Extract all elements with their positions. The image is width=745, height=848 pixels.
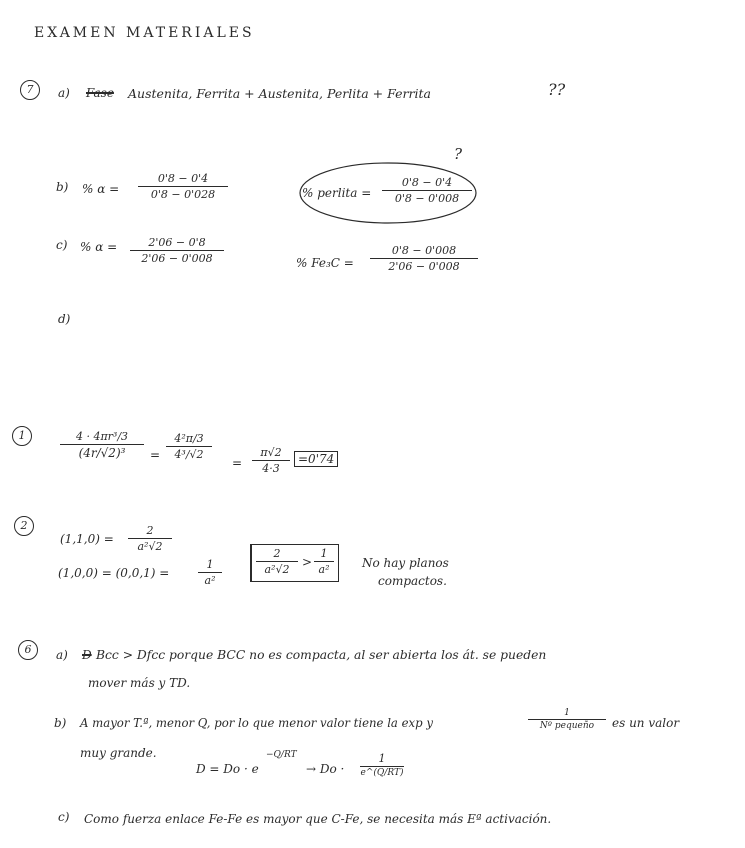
q1-frac3-den: 4·3 [262,462,280,475]
question-1-number: 1 [12,426,32,446]
q1-frac3-num: π√2 [252,446,290,461]
q7-a-mark: ?? [548,80,566,99]
q2-line2-num: 1 [198,558,222,573]
q2-line2-fraction [198,558,222,587]
q6-b-formula-num: 1 [360,752,404,767]
q7-b-perlita-den: 0'8 − 0'008 [394,192,460,205]
q7-c-fe3c-label: % Fe₃C = [296,256,354,270]
q1-result: =0'74 [294,451,338,467]
q1-eq-2: = [232,456,243,470]
q7-a-label: a) [58,86,70,100]
q7-a-struck: Fase [86,86,114,100]
q1-fraction-2 [166,432,212,461]
q6-a-line2: mover más y TD. [88,676,191,690]
q6-c-text: Como fuerza enlace Fe-Fe es mayor que C-Fe, se necesita más Eª activación. [84,812,552,826]
q7-d-label: d) [58,312,71,326]
q2-comparison-box [250,544,339,582]
q7-c-fe3c-num: 0'8 − 0'008 [370,244,478,259]
q7-c-alpha-fraction [130,236,224,265]
q6-a-label: a) [56,648,68,662]
q2-note-line2: compactos. [378,574,447,588]
q7-b-alpha-fraction [138,172,228,201]
q7-b-alpha-den: 0'8 − 0'028 [150,188,216,201]
q6-a-line1: Bcc > Dfcc porque BCC no es compacta, al ser abierta los át. se pueden [96,648,547,662]
q1-fraction-1 [60,430,144,460]
q1-frac2-num: 4²π/3 [166,432,212,447]
q7-c-fe3c-fraction [370,244,478,273]
q2-line1-num: 2 [128,524,172,539]
q2-box-left-num: 2 [256,547,298,562]
q1-frac1-num: 4 · 4πr³/3 [60,430,144,445]
q7-c-alpha-num: 2'06 − 0'8 [130,236,224,251]
q7-c-label: c) [56,238,68,252]
question-6-number: 6 [18,640,38,660]
q7-b-alpha-label: % α = [82,182,120,196]
q2-box-left-fraction [256,547,298,576]
q7-b-perlita-fraction [382,176,472,205]
q2-box-left-den: a²√2 [264,563,290,576]
q6-b-formula-fraction [360,752,404,778]
q6-b-line2: muy grande. [80,746,157,760]
q7-b-perlita-num: 0'8 − 0'4 [382,176,472,191]
q2-line2-left: (1,0,0) = (0,0,1) = [58,566,170,580]
q6-b-exponent: −Q/RT [266,750,297,760]
q7-c-fe3c-den: 2'06 − 0'008 [388,260,460,273]
q6-b-frac-num: 1 [528,708,606,720]
q7-c-alpha-den: 2'06 − 0'008 [141,252,213,265]
q6-b-small-fraction [528,708,606,731]
q2-line2-den: a² [204,574,216,587]
q1-eq-1: = [150,448,161,462]
q2-box-right-num: 1 [314,547,334,562]
question-7-number: 7 [20,80,40,100]
page-title: EXAMEN MATERIALES [34,25,255,41]
q2-line1-left: (1,1,0) = [60,532,114,546]
q7-b-perlita-label: % perlita = [302,186,372,200]
q6-b-line1: A mayor T.ª, menor Q, por lo que menor valor tiene la exp y [80,716,433,730]
q1-fraction-3 [252,446,290,475]
q1-frac1-den: (4r/√2)³ [78,446,126,460]
q2-line1-den: a²√2 [137,540,163,553]
q6-c-label: c) [58,810,70,824]
q7-c-alpha-label: % α = [80,240,118,254]
q7-b-mark: ? [454,145,463,163]
q6-a-struck: D [82,648,92,662]
q2-box-op: > [302,555,313,569]
q6-b-label: b) [54,716,67,730]
q2-box-right-fraction [314,547,334,576]
q6-b-formula-den: e^(Q/RT) [360,768,404,778]
q6-b-frac-den: Nº pequeño [539,721,595,731]
question-2-number: 2 [14,516,34,536]
q1-frac2-den: 4³/√2 [174,448,204,461]
q6-b-line1-end: es un valor [612,716,680,730]
q7-b-alpha-num: 0'8 − 0'4 [138,172,228,187]
q2-line1-fraction [128,524,172,553]
q2-box-right-den: a² [318,563,330,576]
q7-b-label: b) [56,180,69,194]
q6-b-formula: D = Do · e [196,762,259,776]
q7-a-text: Austenita, Ferrita + Austenita, Perlita + Ferrita [128,86,431,101]
q2-note-line1: No hay planos [362,556,449,570]
q6-b-arrow-term: → Do · [306,762,345,776]
